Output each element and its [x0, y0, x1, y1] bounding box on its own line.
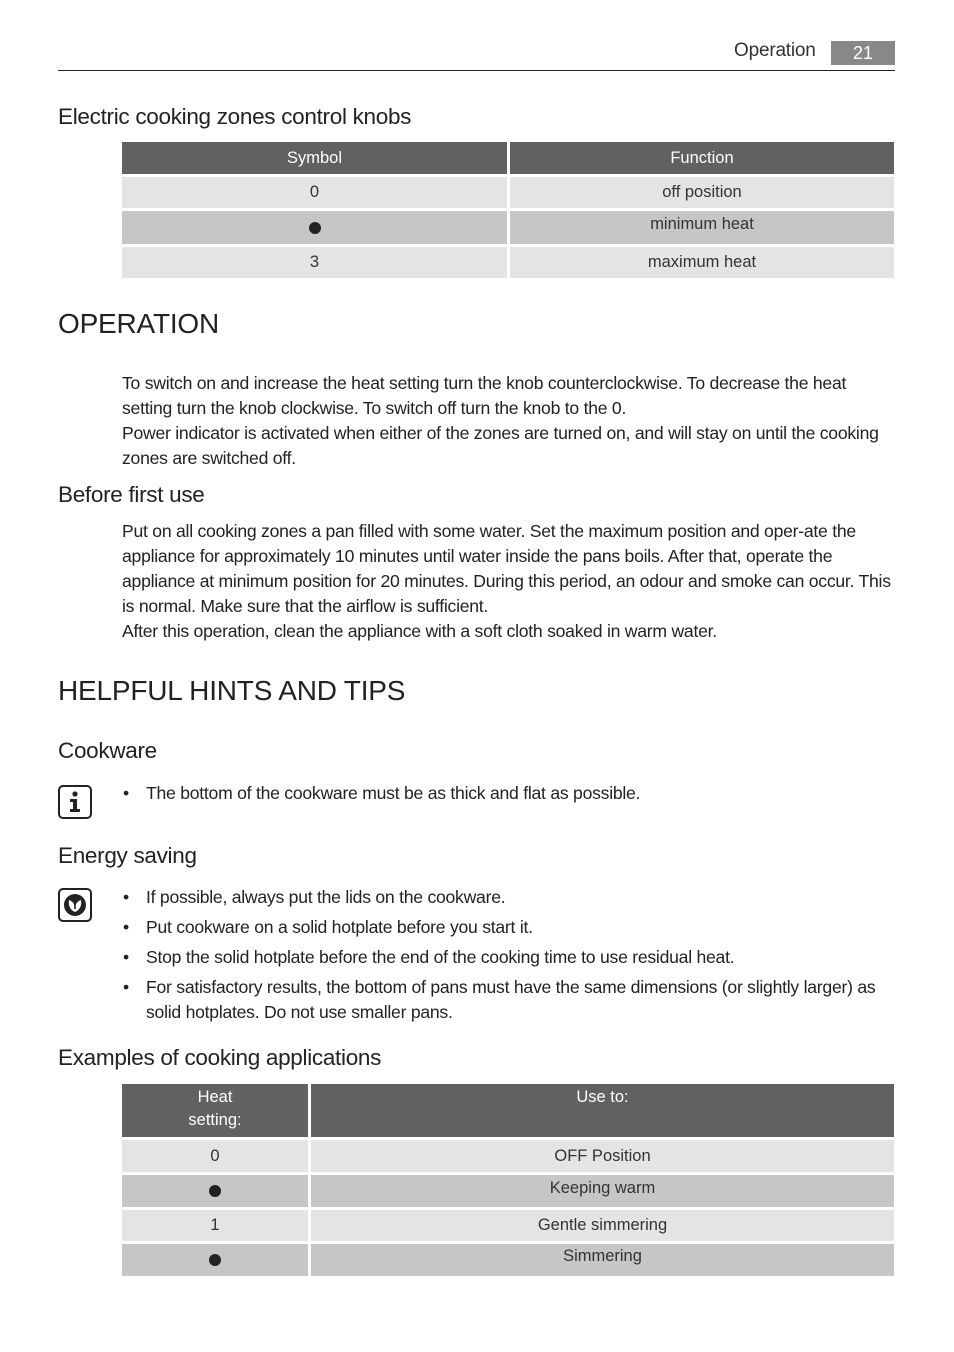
symbol-cell: 0 [122, 177, 507, 208]
function-cell: off position [510, 177, 894, 208]
table-row [122, 247, 894, 278]
list-item: • The bottom of the cookware must be as thick and flat as possible. [123, 781, 895, 806]
symbol-cell: 3 [122, 247, 507, 278]
energy-saving-icon [58, 888, 92, 922]
table-row [122, 211, 894, 244]
header-rule [58, 70, 895, 71]
function-cell: maximum heat [510, 247, 894, 278]
page-number: 21 [831, 41, 895, 65]
cookware-heading: Cookware [58, 738, 157, 763]
before-first-use-text [122, 519, 894, 644]
filled-dot-icon [209, 1185, 221, 1197]
column-header-symbol: Symbol [122, 142, 507, 174]
symbol-cell [122, 211, 507, 244]
setting-cell: 0 [122, 1140, 308, 1172]
examples-heading: Examples of cooking applications [58, 1045, 382, 1070]
column-header-use-to: Use to: [311, 1084, 894, 1137]
table-row [122, 1210, 894, 1241]
knobs-heading: Electric cooking zones control knobs [58, 104, 412, 129]
setting-cell: 1 [122, 1210, 308, 1241]
column-header-function: Function [510, 142, 894, 174]
use-cell: Simmering [311, 1244, 894, 1276]
setting-cell [122, 1244, 308, 1276]
before-first-use-heading: Before first use [58, 482, 205, 507]
list-item: • Put cookware on a solid hotplate before you start it. [123, 915, 895, 940]
knobs-table [119, 139, 897, 281]
table-row [122, 1244, 894, 1276]
use-cell: Gentle simmering [311, 1210, 894, 1241]
knobs-table-header [122, 142, 894, 174]
filled-dot-icon [209, 1254, 221, 1266]
energy-saving-heading: Energy saving [58, 843, 197, 868]
information-icon [58, 785, 92, 819]
examples-table-header [122, 1084, 894, 1137]
filled-dot-icon [309, 222, 321, 234]
table-row [122, 1175, 894, 1207]
paragraph: Power indicator is activated when either of the zones are turned on, and will stay on until the cooking zones are switched off. [122, 423, 879, 468]
paragraph: To switch on and increase the heat setting turn the knob counterclockwise. To decrease the heat setting turn the knob clockwise. To switch off turn the knob to the 0. [122, 373, 847, 418]
operation-text [122, 371, 894, 471]
operation-heading: OPERATION [58, 308, 220, 339]
paragraph: Put on all cooking zones a pan filled with some water. Set the maximum position and oper-ate the appliance for approximately 10 minutes until water inside the pans boils. After that, operate the appliance at minimum position for 20 minutes. During this period, an odour and smoke can occur. This is normal. Make sure that the airflow is sufficient. [122, 521, 891, 616]
setting-cell [122, 1175, 308, 1207]
function-cell: minimum heat [510, 211, 894, 244]
use-cell: OFF Position [311, 1140, 894, 1172]
use-cell: Keeping warm [311, 1175, 894, 1207]
running-header-section: Operation [734, 40, 816, 61]
list-item: • For satisfactory results, the bottom of pans must have the same dimensions (or slightly larger) as solid hotplates. Do not use smaller pans. [123, 975, 895, 1025]
table-row [122, 177, 894, 208]
paragraph: After this operation, clean the appliance with a soft cloth soaked in warm water. [122, 621, 717, 641]
energy-saving-list [123, 885, 895, 1030]
list-item: • If possible, always put the lids on the cookware. [123, 885, 895, 910]
table-row [122, 1140, 894, 1172]
cookware-list [123, 781, 895, 811]
examples-table [119, 1081, 897, 1279]
hints-heading: HELPFUL HINTS AND TIPS [58, 675, 406, 706]
list-item: • Stop the solid hotplate before the end of the cooking time to use residual heat. [123, 945, 895, 970]
column-header-heat-setting: Heat setting: [122, 1084, 308, 1137]
